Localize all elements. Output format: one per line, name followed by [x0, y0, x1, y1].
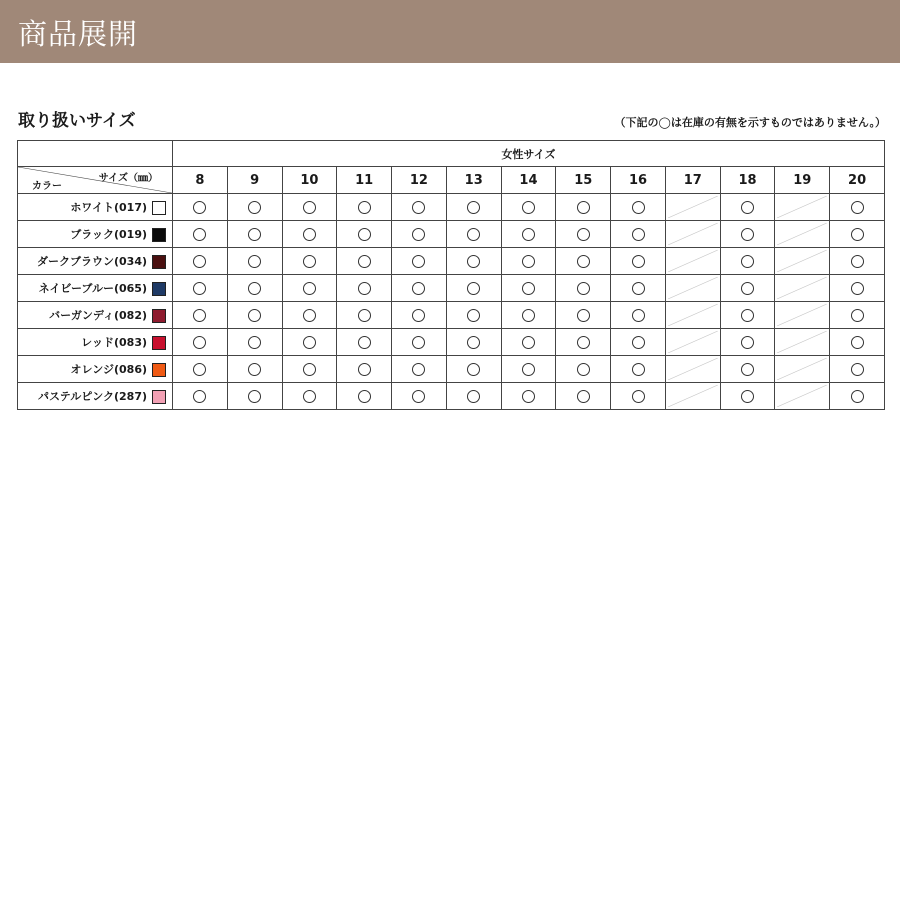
color-swatch: [152, 255, 166, 269]
available-cell: [830, 383, 885, 410]
available-cell: [282, 329, 337, 356]
available-cell: [282, 194, 337, 221]
available-mark-icon: [303, 390, 316, 403]
color-label: バーガンディ(082): [49, 309, 147, 322]
available-mark-icon: [522, 228, 535, 241]
available-mark-icon: [467, 228, 480, 241]
available-mark-icon: [303, 201, 316, 214]
table-row: [18, 356, 885, 383]
unavailable-cell: [775, 329, 830, 356]
available-mark-icon: [303, 309, 316, 322]
available-cell: [556, 194, 611, 221]
available-mark-icon: [358, 255, 371, 268]
available-cell: [556, 329, 611, 356]
table-row: [18, 302, 885, 329]
available-cell: [611, 275, 666, 302]
available-mark-icon: [358, 336, 371, 349]
size-header-8: 8: [173, 167, 228, 194]
corner-color-label: カラー: [32, 181, 62, 192]
available-mark-icon: [632, 390, 645, 403]
table-row: [18, 383, 885, 410]
color-label: ダークブラウン(034): [36, 255, 147, 268]
unavailable-cell: [665, 383, 720, 410]
available-mark-icon: [741, 336, 754, 349]
available-mark-icon: [412, 201, 425, 214]
available-cell: [337, 275, 392, 302]
available-mark-icon: [193, 201, 206, 214]
available-cell: [173, 383, 228, 410]
available-mark-icon: [632, 309, 645, 322]
available-cell: [611, 221, 666, 248]
available-cell: [830, 356, 885, 383]
unavailable-cell: [775, 275, 830, 302]
available-mark-icon: [522, 336, 535, 349]
available-mark-icon: [741, 282, 754, 295]
available-mark-icon: [632, 363, 645, 376]
color-cell: [18, 194, 173, 221]
size-header-14: 14: [501, 167, 556, 194]
available-cell: [830, 329, 885, 356]
unavailable-cell: [665, 356, 720, 383]
available-cell: [720, 302, 775, 329]
table-row: [18, 275, 885, 302]
available-cell: [556, 221, 611, 248]
unavailable-cell: [775, 194, 830, 221]
unavailable-cell: [775, 383, 830, 410]
size-header-10: 10: [282, 167, 337, 194]
available-mark-icon: [632, 255, 645, 268]
available-mark-icon: [303, 282, 316, 295]
available-mark-icon: [577, 255, 590, 268]
available-mark-icon: [467, 336, 480, 349]
available-cell: [720, 356, 775, 383]
available-cell: [501, 221, 556, 248]
available-mark-icon: [632, 201, 645, 214]
available-mark-icon: [358, 228, 371, 241]
unavailable-slash: [775, 194, 829, 220]
header-bar: [0, 0, 900, 63]
available-cell: [556, 383, 611, 410]
color-swatch: [152, 363, 166, 377]
color-cell: [18, 383, 173, 410]
available-cell: [446, 248, 501, 275]
available-cell: [337, 248, 392, 275]
available-mark-icon: [577, 363, 590, 376]
unavailable-slash: [666, 248, 720, 274]
available-mark-icon: [358, 282, 371, 295]
available-cell: [282, 248, 337, 275]
available-mark-icon: [412, 363, 425, 376]
unavailable-slash: [666, 221, 720, 247]
table-row: [18, 194, 885, 221]
available-mark-icon: [741, 228, 754, 241]
available-cell: [227, 275, 282, 302]
size-header-18: 18: [720, 167, 775, 194]
available-mark-icon: [741, 309, 754, 322]
available-cell: [392, 248, 447, 275]
unavailable-cell: [775, 302, 830, 329]
color-label: レッド(083): [81, 336, 147, 349]
available-cell: [720, 329, 775, 356]
color-swatch: [152, 309, 166, 323]
available-mark-icon: [577, 282, 590, 295]
available-cell: [392, 221, 447, 248]
available-cell: [282, 221, 337, 248]
available-mark-icon: [851, 390, 864, 403]
unavailable-cell: [665, 302, 720, 329]
available-cell: [173, 302, 228, 329]
unavailable-cell: [775, 248, 830, 275]
available-mark-icon: [851, 255, 864, 268]
available-mark-icon: [248, 390, 261, 403]
available-mark-icon: [248, 363, 261, 376]
available-mark-icon: [303, 363, 316, 376]
available-mark-icon: [303, 336, 316, 349]
page-title: 商品展開: [18, 17, 139, 51]
available-mark-icon: [851, 228, 864, 241]
size-header-19: 19: [775, 167, 830, 194]
available-cell: [830, 302, 885, 329]
unavailable-slash: [775, 275, 829, 301]
available-mark-icon: [248, 309, 261, 322]
available-mark-icon: [303, 228, 316, 241]
available-mark-icon: [248, 255, 261, 268]
color-cell: [18, 329, 173, 356]
available-cell: [611, 356, 666, 383]
available-cell: [337, 302, 392, 329]
available-mark-icon: [851, 336, 864, 349]
available-cell: [173, 221, 228, 248]
available-mark-icon: [467, 390, 480, 403]
unavailable-slash: [775, 383, 829, 409]
available-cell: [227, 221, 282, 248]
available-mark-icon: [577, 309, 590, 322]
available-mark-icon: [193, 309, 206, 322]
available-cell: [556, 248, 611, 275]
available-cell: [227, 194, 282, 221]
available-mark-icon: [467, 363, 480, 376]
color-cell: [18, 356, 173, 383]
color-label: ホワイト(017): [70, 201, 147, 214]
available-mark-icon: [467, 282, 480, 295]
available-cell: [446, 221, 501, 248]
available-mark-icon: [632, 336, 645, 349]
available-mark-icon: [522, 255, 535, 268]
available-cell: [337, 221, 392, 248]
available-cell: [446, 194, 501, 221]
table-blank-cell: [18, 141, 173, 167]
available-cell: [173, 329, 228, 356]
available-mark-icon: [632, 228, 645, 241]
available-mark-icon: [193, 363, 206, 376]
available-cell: [282, 302, 337, 329]
available-mark-icon: [741, 390, 754, 403]
available-cell: [611, 383, 666, 410]
available-cell: [830, 221, 885, 248]
unavailable-cell: [665, 194, 720, 221]
available-mark-icon: [522, 282, 535, 295]
unavailable-slash: [666, 383, 720, 409]
corner-cell: [18, 167, 173, 194]
unavailable-slash: [666, 302, 720, 328]
available-cell: [501, 275, 556, 302]
available-cell: [720, 275, 775, 302]
available-mark-icon: [412, 309, 425, 322]
available-mark-icon: [412, 255, 425, 268]
unavailable-cell: [665, 329, 720, 356]
color-cell: [18, 248, 173, 275]
available-cell: [392, 329, 447, 356]
available-cell: [227, 302, 282, 329]
available-cell: [501, 194, 556, 221]
available-mark-icon: [522, 363, 535, 376]
unavailable-slash: [775, 329, 829, 355]
available-cell: [337, 194, 392, 221]
available-mark-icon: [851, 201, 864, 214]
color-label: ブラック(019): [70, 228, 147, 241]
available-cell: [227, 329, 282, 356]
size-header-13: 13: [446, 167, 501, 194]
available-mark-icon: [577, 201, 590, 214]
unavailable-slash: [666, 329, 720, 355]
available-cell: [501, 302, 556, 329]
color-label: パステルピンク(287): [37, 390, 147, 403]
size-header-11: 11: [337, 167, 392, 194]
available-mark-icon: [632, 282, 645, 295]
available-cell: [501, 383, 556, 410]
available-cell: [392, 275, 447, 302]
available-cell: [282, 383, 337, 410]
available-mark-icon: [467, 255, 480, 268]
color-swatch: [152, 228, 166, 242]
available-cell: [446, 356, 501, 383]
unavailable-cell: [665, 275, 720, 302]
available-mark-icon: [467, 201, 480, 214]
table-row: [18, 221, 885, 248]
unavailable-cell: [665, 221, 720, 248]
color-cell: [18, 275, 173, 302]
available-cell: [392, 383, 447, 410]
available-mark-icon: [741, 201, 754, 214]
available-cell: [337, 329, 392, 356]
available-cell: [556, 302, 611, 329]
color-swatch: [152, 390, 166, 404]
available-cell: [446, 329, 501, 356]
available-cell: [611, 248, 666, 275]
size-header-20: 20: [830, 167, 885, 194]
available-mark-icon: [467, 309, 480, 322]
available-mark-icon: [248, 201, 261, 214]
size-header-17: 17: [665, 167, 720, 194]
available-mark-icon: [522, 390, 535, 403]
available-mark-icon: [193, 390, 206, 403]
unavailable-slash: [775, 221, 829, 247]
color-cell: [18, 221, 173, 248]
unavailable-slash: [666, 275, 720, 301]
color-swatch: [152, 336, 166, 350]
available-mark-icon: [522, 201, 535, 214]
available-mark-icon: [248, 228, 261, 241]
available-cell: [446, 275, 501, 302]
available-cell: [611, 329, 666, 356]
available-cell: [720, 248, 775, 275]
color-swatch: [152, 282, 166, 296]
available-mark-icon: [851, 309, 864, 322]
size-header-16: 16: [611, 167, 666, 194]
corner-size-label: サイズ（㎜）: [98, 173, 158, 184]
available-cell: [337, 356, 392, 383]
availability-note: （下記の◯は在庫の有無を示すものではありません。）: [614, 116, 886, 129]
unavailable-slash: [775, 302, 829, 328]
available-mark-icon: [193, 336, 206, 349]
available-cell: [446, 302, 501, 329]
unavailable-cell: [665, 248, 720, 275]
available-mark-icon: [248, 336, 261, 349]
available-cell: [392, 194, 447, 221]
available-mark-icon: [412, 282, 425, 295]
available-cell: [830, 194, 885, 221]
available-cell: [337, 383, 392, 410]
available-mark-icon: [851, 282, 864, 295]
available-cell: [720, 221, 775, 248]
available-cell: [611, 194, 666, 221]
size-header-12: 12: [392, 167, 447, 194]
size-header-9: 9: [227, 167, 282, 194]
available-cell: [282, 356, 337, 383]
unavailable-cell: [775, 356, 830, 383]
available-mark-icon: [193, 255, 206, 268]
available-mark-icon: [851, 363, 864, 376]
available-cell: [392, 302, 447, 329]
color-cell: [18, 302, 173, 329]
available-cell: [446, 383, 501, 410]
available-mark-icon: [358, 201, 371, 214]
color-label: オレンジ(086): [70, 363, 147, 376]
section-title: 取り扱いサイズ: [18, 111, 136, 131]
available-cell: [282, 275, 337, 302]
available-cell: [830, 248, 885, 275]
available-mark-icon: [412, 336, 425, 349]
available-mark-icon: [522, 309, 535, 322]
available-cell: [227, 248, 282, 275]
available-cell: [173, 356, 228, 383]
table-row: [18, 248, 885, 275]
size-header-15: 15: [556, 167, 611, 194]
available-cell: [830, 275, 885, 302]
table-row: [18, 329, 885, 356]
available-mark-icon: [358, 390, 371, 403]
unavailable-slash: [775, 356, 829, 382]
available-mark-icon: [193, 228, 206, 241]
available-mark-icon: [741, 255, 754, 268]
available-mark-icon: [577, 228, 590, 241]
available-cell: [227, 383, 282, 410]
unavailable-slash: [666, 356, 720, 382]
available-cell: [720, 383, 775, 410]
available-cell: [720, 194, 775, 221]
available-cell: [611, 302, 666, 329]
available-cell: [173, 194, 228, 221]
available-cell: [556, 275, 611, 302]
available-cell: [392, 356, 447, 383]
available-cell: [501, 248, 556, 275]
available-mark-icon: [412, 228, 425, 241]
color-label: ネイビーブルー(065): [38, 282, 147, 295]
available-mark-icon: [412, 390, 425, 403]
available-cell: [501, 356, 556, 383]
available-cell: [173, 248, 228, 275]
available-mark-icon: [741, 363, 754, 376]
available-mark-icon: [358, 309, 371, 322]
available-mark-icon: [577, 336, 590, 349]
available-cell: [227, 356, 282, 383]
available-mark-icon: [303, 255, 316, 268]
color-swatch: [152, 201, 166, 215]
size-table: [17, 140, 885, 410]
available-mark-icon: [248, 282, 261, 295]
unavailable-slash: [775, 248, 829, 274]
available-cell: [173, 275, 228, 302]
available-mark-icon: [358, 363, 371, 376]
available-mark-icon: [193, 282, 206, 295]
available-cell: [556, 356, 611, 383]
size-group-label: 女性サイズ: [173, 141, 885, 167]
unavailable-slash: [666, 194, 720, 220]
unavailable-cell: [775, 221, 830, 248]
available-mark-icon: [577, 390, 590, 403]
available-cell: [501, 329, 556, 356]
